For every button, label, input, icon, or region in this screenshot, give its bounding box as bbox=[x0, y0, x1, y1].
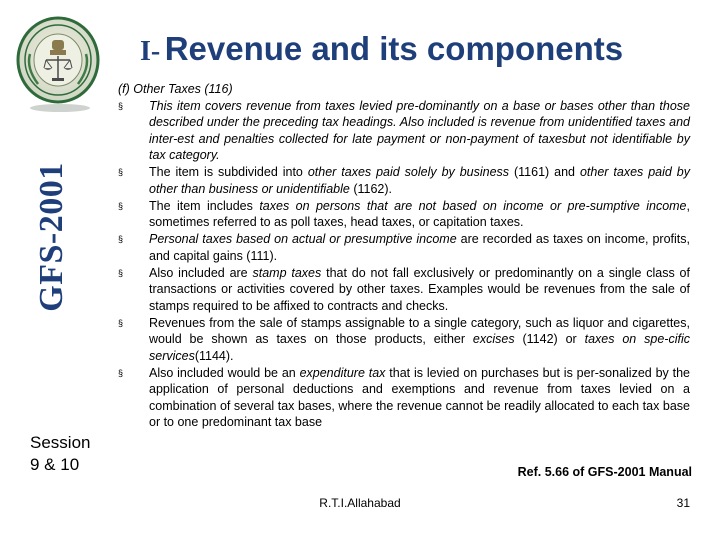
bullet-text-run: (1162). bbox=[349, 181, 392, 196]
bullet-text-run: , sometimes referred to as poll taxes, head taxes, or capitation taxes. bbox=[149, 198, 690, 229]
bullet-text-run: stamp taxes bbox=[252, 265, 322, 280]
bullet-text-run: (1142) or bbox=[514, 332, 585, 346]
bullet-item bbox=[118, 365, 690, 431]
bullet-marker-icon: § bbox=[118, 200, 124, 211]
bullet-text-run: taxes on spe-cific services bbox=[149, 332, 690, 363]
bullet-marker-icon: § bbox=[118, 234, 124, 244]
bullet-marker-icon: § bbox=[118, 267, 124, 278]
bullet-item bbox=[118, 265, 690, 315]
bullet-text-run: This item covers revenue from taxes levied pre-dominantly on a base or bases other than those described under the preceding tax headings. Also included is revenue from unidentified taxes and inter-est and penalties collected for late payment or non-payment of taxesbut not identifiable by tax category. bbox=[149, 98, 690, 162]
bullet-text-run: are recorded as taxes on income, profits, and capital gains (111). bbox=[149, 232, 690, 263]
session-line-2: 9 & 10 bbox=[30, 455, 80, 474]
bullet-text-run: expenditure tax bbox=[299, 365, 386, 380]
bullet-text-run: Also included would be an bbox=[149, 365, 300, 380]
slide-body bbox=[118, 81, 690, 431]
bullet-marker-icon: § bbox=[118, 317, 124, 328]
slide-title bbox=[140, 30, 700, 68]
bullet-text-run: that do not fall exclusively or predominantly on a single class of transactions or activities covered by other taxes. Examples would be revenues from the sale of stamps required to be affixed to contracts and checks. bbox=[149, 265, 690, 313]
bullet-text-run: Revenues from the sale of stamps assignable to a single category, such as liquor and cigarettes, would be shown as taxes on those products, either bbox=[149, 315, 690, 346]
cag-emblem-icon bbox=[14, 14, 102, 114]
bullet-text-run: (1144). bbox=[194, 348, 234, 363]
bullet-text-run: Also included are bbox=[149, 265, 253, 280]
bullet-item bbox=[118, 98, 690, 164]
vertical-title-text: GFS-2001 bbox=[33, 162, 70, 312]
bullet-text-run: Personal taxes based on actual or presumptive income bbox=[149, 232, 457, 246]
bullet-marker-icon: § bbox=[118, 367, 124, 378]
bullet-text-run: (1161) and bbox=[509, 165, 580, 179]
reference-note: Ref. 5.66 of GFS-2001 Manual bbox=[517, 465, 692, 479]
bullet-text-run: other taxes paid solely by business bbox=[307, 165, 510, 179]
footer-organization: R.T.I.Allahabad bbox=[319, 496, 401, 510]
bullet-item bbox=[118, 198, 690, 231]
bullet-text-run: taxes on persons that are not based on income or pre-sumptive income bbox=[259, 198, 687, 213]
session-label bbox=[30, 432, 110, 476]
bullet-text-run: The item is subdivided into bbox=[149, 165, 308, 179]
bullet-text-run: other taxes paid by other than business or unidentifiable bbox=[149, 165, 690, 196]
bullet-text-run: that is levied on purchases but is per-sonalized by the application of personal deductions and exemptions and revenue from taxes levied on a combination of several tax bases, where the revenue cannot be readily allocated to each tax base or to one predominant tax base bbox=[149, 365, 690, 429]
bullet-marker-icon: § bbox=[118, 100, 124, 111]
session-line-1: Session bbox=[30, 433, 91, 452]
vertical-title bbox=[22, 132, 82, 342]
title-text: Revenue and its components bbox=[164, 30, 624, 67]
bullet-text-run: excises bbox=[472, 332, 515, 346]
title-number: I- bbox=[140, 36, 161, 67]
bullet-text-run: The item includes bbox=[149, 198, 260, 213]
page-number: 31 bbox=[676, 496, 690, 510]
bullet-item bbox=[118, 231, 690, 264]
bullet-list bbox=[118, 98, 690, 431]
bullet-item bbox=[118, 315, 690, 365]
section-subheading: (f) Other Taxes (116) bbox=[118, 82, 233, 96]
bullet-item bbox=[118, 164, 690, 197]
bullet-marker-icon: § bbox=[118, 167, 124, 177]
